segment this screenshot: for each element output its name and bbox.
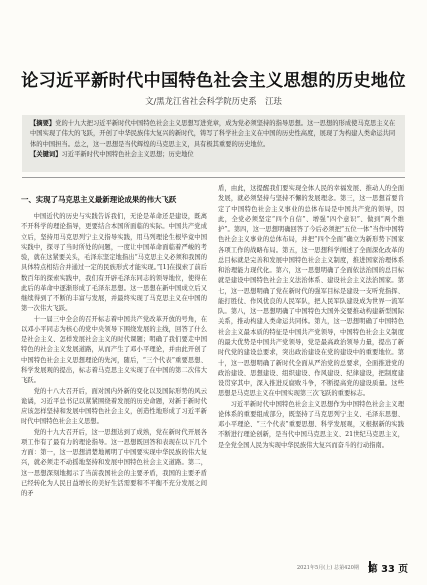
page-number: 第 33 页 (367, 564, 408, 575)
keywords-text: 习近平新时代中国特色社会主义思想；历史地位 (61, 150, 194, 158)
right-column (218, 184, 404, 451)
paragraph: 党的十九大召开后，这一思想达到了成熟，党在新时代开展各项工作有了最有力的理论指导。这一思想既回答和表现在以下几个方面：第一，这一思想清楚地阐明了中国要实现中华民族的伟大复兴，就必须走不动摇地坚持和发展中国特色社会主义道路。第二，这一思想深刻地揭示了当前我国社会的主要矛盾，我国的主要矛盾已经转化为人民日益增长的美好生活需要和不平衡不充分发展之间的矛 (21, 428, 207, 498)
paragraph: 党的十八大召开后，面对国内外新的变化以及国际形势的风云诡谲，习近平总书记以紧紧围绕着发展的历史命题，对新于新时代应该怎样坚持和发展中国特色社会主义，创造性地形成了习近平新时代中国特色社会主义思想。 (21, 387, 207, 426)
keywords-label: 【关键词】 (30, 150, 62, 158)
left-column (21, 194, 207, 499)
article-title: 论习近平新时代中国特色社会主义思想的历史地位 (21, 71, 406, 91)
paragraph: 习近平新时代中国特色社会主义思想作为中国特色社会主义理论体系的重要组成部分，既坚持了马克思列宁主义、毛泽东思想、邓小平理论、“三个代表”重要思想、科学发展观，又根据新的实践不断进行理论创新，是当代中国马克思主义、21世纪马克思主义，是全党全国人民为实现中华民族伟大复兴而奋斗的行动指南。 (218, 400, 404, 449)
issue-info: 2021年5月(上) 总第420期 (296, 565, 359, 571)
keywords (30, 150, 397, 160)
paragraph: 盾，由此，这提醒我们要实现全体人民的幸福发展、推动人的全面发展，就必须坚持与坚持不懈的发展理念。第三，这一思想首要肯定了中国特色社会主义事业的总体布局是中国共产党的领导，因此，全党必须坚定“四个自信”、增强“四个意识”、做到“两个维护”。第四，这一思想明确回答了今后必须把“五位一体”当作中国特色社会主义事业的总体布局，并把“四个全面”确立为新形势下国家各项工作的战略布局。第五，这一思想科学阐述了全面深化改革的总目标就是完善和发展中国特色社会主义制度，推进国家治理体系和治理能力现代化。第六，这一思想明确了全面依法治国的总目标就是建设中国特色社会主义法治体系、建设社会主义法治国家。第七，这一思想明确了党在新时代的强军目标是建设一支听党指挥、能打胜仗、作风优良的人民军队，把人民军队建设成为世界一流军队。第八，这一思想明确了中国特色大国外交要推动构建新型国际关系，推动构建人类命运共同体。第九，这一思想明确了中国特色社会主义最本质的特征是中国共产党领导，中国特色社会主义制度的最大优势是中国共产党领导，党是最高政治领导力量，提出了新时代党的建设总要求，突出政治建设在党的建设中的重要地位。第十，这一思想明确了新时代全面从严治党的总要求，全面推进党的政治建设、思想建设、组织建设、作风建设、纪律建设，把制度建设贯穿其中，深入推进反腐败斗争，不断提高党的建设质量。这些思想是马克思主义在中国实现第三次飞跃的重要标志。 (218, 185, 404, 398)
abstract-text: 党的十九大把习近平新时代中国特色社会主义思想写进党章，成为党必须坚持的指导思想。这一思想的形成使马克思主义在中国实现了伟大的飞跃，开创了中华民族伟大复兴的新时代，铸写了科学社会主义在中国的历史性高度，展现了为构建人类命运共同体的中国担当。总之，这一思想是当代辉煌的马克思主义，具有极其重要的历史地位。 (30, 120, 396, 148)
paragraph: 十一届三中全会的召开标志着中国共产党改革开放的号角，在以邓小平同志为核心的党中央领导下围绕发展的主线，回答了什么是社会主义、怎样发展社会主义的时代课题；明确了我们要走中国特色的社会主义发展道路，从而产生了邓小平理论，并由此开创了中国特色社会主义思想理论的先河，随后，“三个代表”重要思想、科学发展观的提出，标志着马克思主义实现了在中国的第二次伟大飞跃。 (21, 315, 207, 385)
section-heading: 一、实现了马克思主义最新理论成果的伟大飞跃 (21, 195, 177, 204)
paragraph: 中国近代的历史与实践告诉我们，无论是革命还是建设，既离不开科学的理论指导，更要结合本国所面临的实际。中国共产党成立后，坚持用马克思列宁主义指导实践，用马列理论生根毕竟中国实践中，探寻了当时所处的问题，一度让中国革命面临着严峻的考验，就在这紧要关头，毛泽东坚定地指出“马克思主义必须和我国的具体特点相结合并通过一定的民族形式才能实现。”[1]在摸索了前后数百年的探索实践中，我们有开辟毛泽东同志的领导地位，使得在此后的革命中逐渐形成了毛泽东思想。这一思想在新中国成立后又继续得到了不断的丰富与发展，并最终实现了马克思主义在中国的第一次伟大飞跃。 (21, 213, 207, 313)
abstract-label: 【摘要】 (30, 120, 56, 127)
abstract-box (22, 115, 405, 172)
divider (22, 177, 405, 178)
abstract (30, 119, 397, 150)
author-line: 文/黑龙江省社会科学院历史系 江珐 (145, 96, 282, 106)
